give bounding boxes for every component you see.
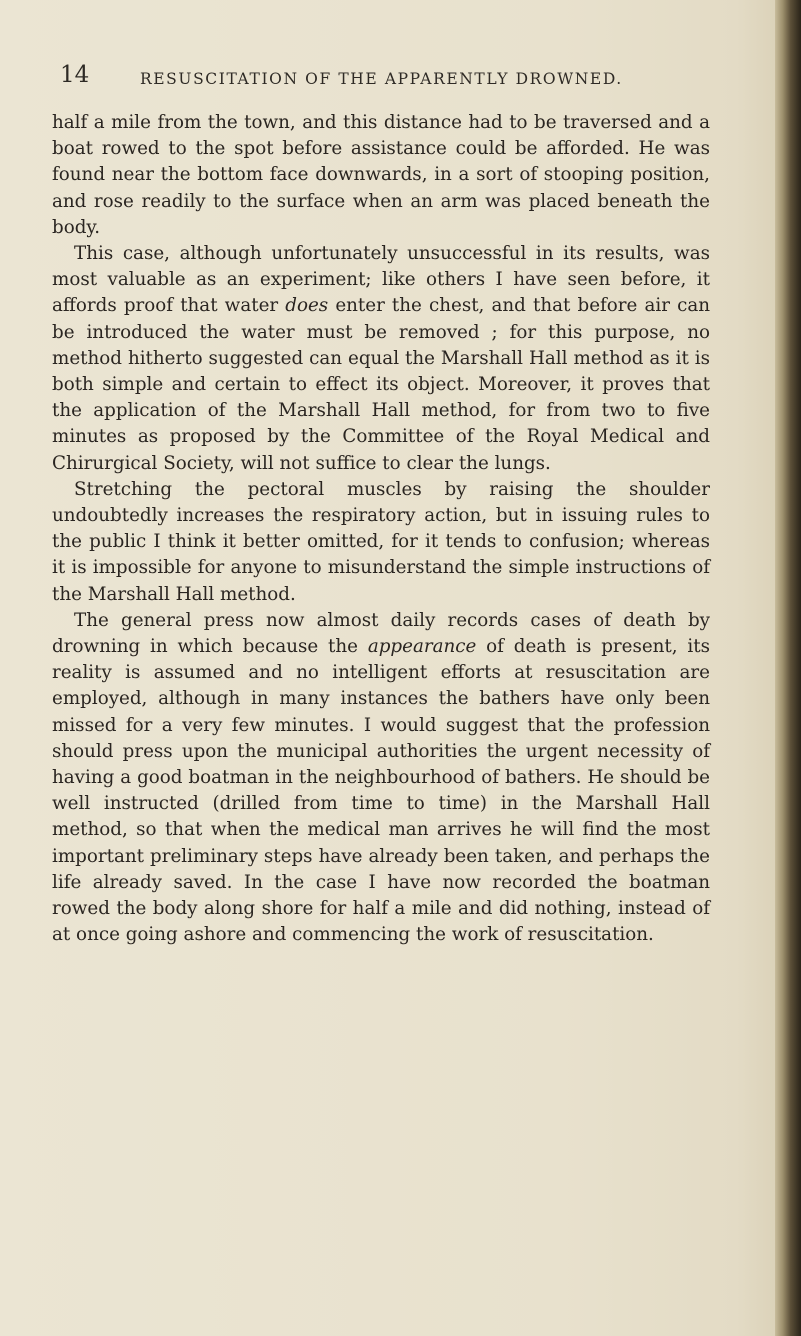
paragraph-3: [52, 477, 710, 608]
paragraph-1: [52, 110, 710, 241]
emphasis-does: does: [285, 295, 329, 317]
emphasis-appearance: appearance: [367, 636, 477, 658]
paragraph-text: enter the chest, and that before air can be introduced the water must be removed ; for this purpose, no method hitherto suggested can equal the Marshall Hall method as it is both simple and certain to effect its object. Moreover, it proves that the application of the Marshall Hall method, for from two to five minutes as proposed by the Committee of the Royal Medical and Chirurgical Society, will not suffice to clear the lungs.: [52, 295, 710, 474]
paragraph-text: of death is present, its reality is assumed and no intelligent efforts at resuscitation are employed, although in many instances the bathers have only been missed for a very few minutes. I would suggest that the profession should press upon the municipal authorities the urgent necessity of having a good boatman in the neighbourhood of bathers. He should be well instructed (drilled from time to time) in the Marshall Hall method, so that when the medical man arrives he will find the most important preliminary steps have already been taken, and perhaps the life already saved. In the case I have now recorded the boatman rowed the body along shore for half a mile and did nothing, instead of at once going ashore and commencing the work of resuscitation.: [52, 636, 710, 946]
paragraph-text: This case, although unfortunately unsuccessful in its results, was most valuable as an experiment; like others I have seen before, it affords proof that water: [52, 243, 710, 317]
paragraph-2: [52, 241, 710, 477]
paragraph-text: half a mile from the town, and this distance had to be traversed and a boat rowed to the spot before assistance could be afforded. He was found near the bottom face downwards, in a sort of stooping position, and rose readily to the surface when an arm was placed beneath the body.: [52, 112, 710, 238]
body-text: [52, 110, 710, 949]
page-header: [60, 60, 710, 96]
paragraph-text: Stretching the pectoral muscles by raising the shoulder undoubtedly increases the respiratory action, but in issuing rules to the public I think it better omitted, for it tends to confusion; whereas it is impossible for anyone to misunderstand the simple instructions of the Marshall Hall method.: [52, 478, 710, 605]
page-number: 14: [60, 62, 90, 88]
paragraph-text: The general press now almost daily records cases of death by drowning in which because the: [52, 609, 710, 658]
binding-edge: [775, 0, 801, 1336]
running-head: RESUSCITATION OF THE APPARENTLY DROWNED.: [140, 70, 623, 88]
paragraph-4: [52, 608, 710, 949]
